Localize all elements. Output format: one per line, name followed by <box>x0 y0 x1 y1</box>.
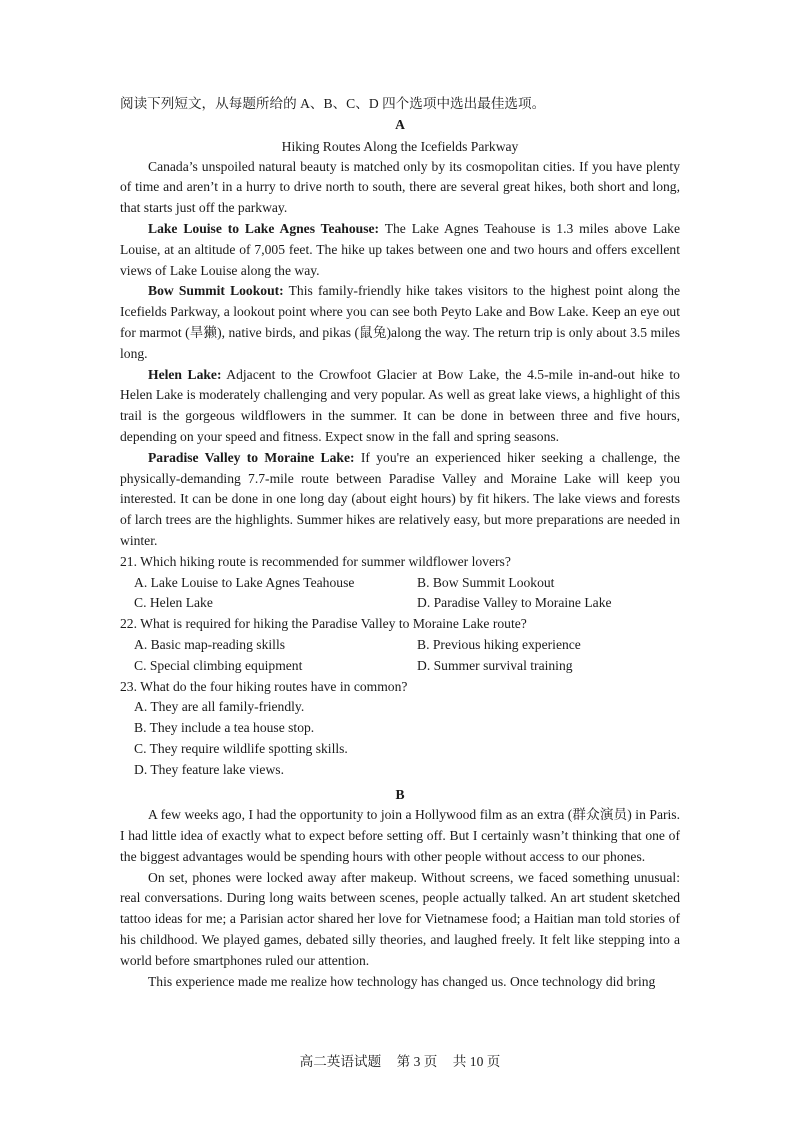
option-d[interactable]: D. Summer survival training <box>417 657 573 673</box>
route-lake-agnes <box>120 219 680 281</box>
route-text: The Lake Agnes Teahouse is 1.3 miles above Lake Louise, at an altitude of 7,005 feet. The hike up takes between one and two hours and offers excellent views of Lake Louise along the way. <box>120 220 680 278</box>
passage-b-paragraph: A few weeks ago, I had the opportunity to join a Hollywood film as an extra (群众演员) in Paris. I had little idea of exactly what to expect before setting off. But I certainly wasn’t thinking that one of the biggest advantages would be spending hours with other people without access to our phones. <box>120 807 680 864</box>
route-name: Bow Summit Lookout: <box>148 283 284 299</box>
route-bow-summit <box>120 281 680 364</box>
route-paradise-valley <box>120 448 680 552</box>
footer-page-number: 第 3 页 <box>396 1054 438 1069</box>
footer-exam-title: 高二英语试题 <box>299 1054 382 1069</box>
question-21: 21. Which hiking route is recommended for summer wildflower lovers? <box>120 553 511 569</box>
page-footer <box>0 1050 800 1070</box>
route-name: Lake Louise to Lake Agnes Teahouse: <box>148 220 380 236</box>
passage-a-title: Hiking Routes Along the Icefields Parkway <box>281 138 519 154</box>
route-text: This family-friendly hike takes visitors to the highest point along the Icefields Parkway, a lookout point where you can see both Peyto Lake and Bow Lake. Keep an eye out for marmot (旱獭), native birds, and pikas (鼠兔)along the way. The return trip is only about 3.5 miles long. <box>120 283 680 361</box>
option-b[interactable]: B. Bow Summit Lookout <box>417 574 555 590</box>
option-c[interactable]: C. They require wildlife spotting skills. <box>134 740 348 756</box>
option-d[interactable]: D. They feature lake views. <box>134 761 284 777</box>
section-a-label: A <box>395 116 405 132</box>
passage-b-paragraph: This experience made me realize how technology has changed us. Once technology did bring <box>148 973 656 989</box>
option-a[interactable]: A. Lake Louise to Lake Agnes Teahouse <box>134 574 355 590</box>
route-helen-lake <box>120 365 680 448</box>
question-22-options-row2 <box>120 656 680 677</box>
instruction: 阅读下列短文，从每题所给的 A、B、C、D 四个选项中选出最佳选项。 <box>120 96 546 111</box>
question-22-options <box>120 635 680 656</box>
option-c[interactable]: C. Special climbing equipment <box>134 657 303 673</box>
option-a[interactable]: A. They are all family-friendly. <box>134 699 305 715</box>
route-text: If you're an experienced hiker seeking a challenge, the physically-demanding 7.7-mile route between Paradise Valley and Moraine Lake will keep you interested. It can be done in one long day (about eight hours) by fit hikers. The lake views and forests of larch trees are the highlights. Summer hikes are relatively easy, but more preparations are needed in winter. <box>120 449 681 548</box>
question-23: 23. What do the four hiking routes have in common? <box>120 678 408 694</box>
question-21-options <box>120 573 680 594</box>
section-b-label: B <box>395 786 405 802</box>
page-content <box>120 94 680 992</box>
passage-b-paragraph: On set, phones were locked away after makeup. Without screens, we faced something unusual: real conversations. During long waits between scenes, people actually talked. An art student sketched tattoo ideas for me; a Parisian actor shared her love for Vietnamese food; a Haitian man told stories of his childhood. We played games, debated silly theories, and laughed freely. It felt like stepping into a world before smartphones ruled our attention. <box>120 869 680 968</box>
option-c[interactable]: C. Helen Lake <box>134 595 213 611</box>
question-21-options-row2 <box>120 593 680 614</box>
option-d[interactable]: D. Paradise Valley to Moraine Lake <box>417 595 612 611</box>
route-name: Helen Lake: <box>148 366 222 382</box>
option-b[interactable]: B. Previous hiking experience <box>417 636 581 652</box>
route-name: Paradise Valley to Moraine Lake: <box>148 449 355 465</box>
option-a[interactable]: A. Basic map-reading skills <box>134 636 286 652</box>
route-text: Adjacent to the Crowfoot Glacier at Bow Lake, the 4.5-mile in-and-out hike to Helen Lake is moderately challenging and very popular. As well as great lake views, a highlight of this trail is the gorgeous wildflowers in the summer. It can be done in between three and five hours, depending on your speed and fitness. Expect snow in the fall and spring seasons. <box>120 366 680 444</box>
question-22: 22. What is required for hiking the Paradise Valley to Moraine Lake route? <box>120 616 527 632</box>
option-b[interactable]: B. They include a tea house stop. <box>134 720 315 736</box>
footer-total-pages: 共 10 页 <box>452 1054 501 1069</box>
passage-a-intro: Canada’s unspoiled natural beauty is matched only by its cosmopolitan cities. If you have plenty of time and aren’t in a hurry to drive north to south, there are several great hikes, both short and long, that starts just off the parkway. <box>120 158 680 216</box>
